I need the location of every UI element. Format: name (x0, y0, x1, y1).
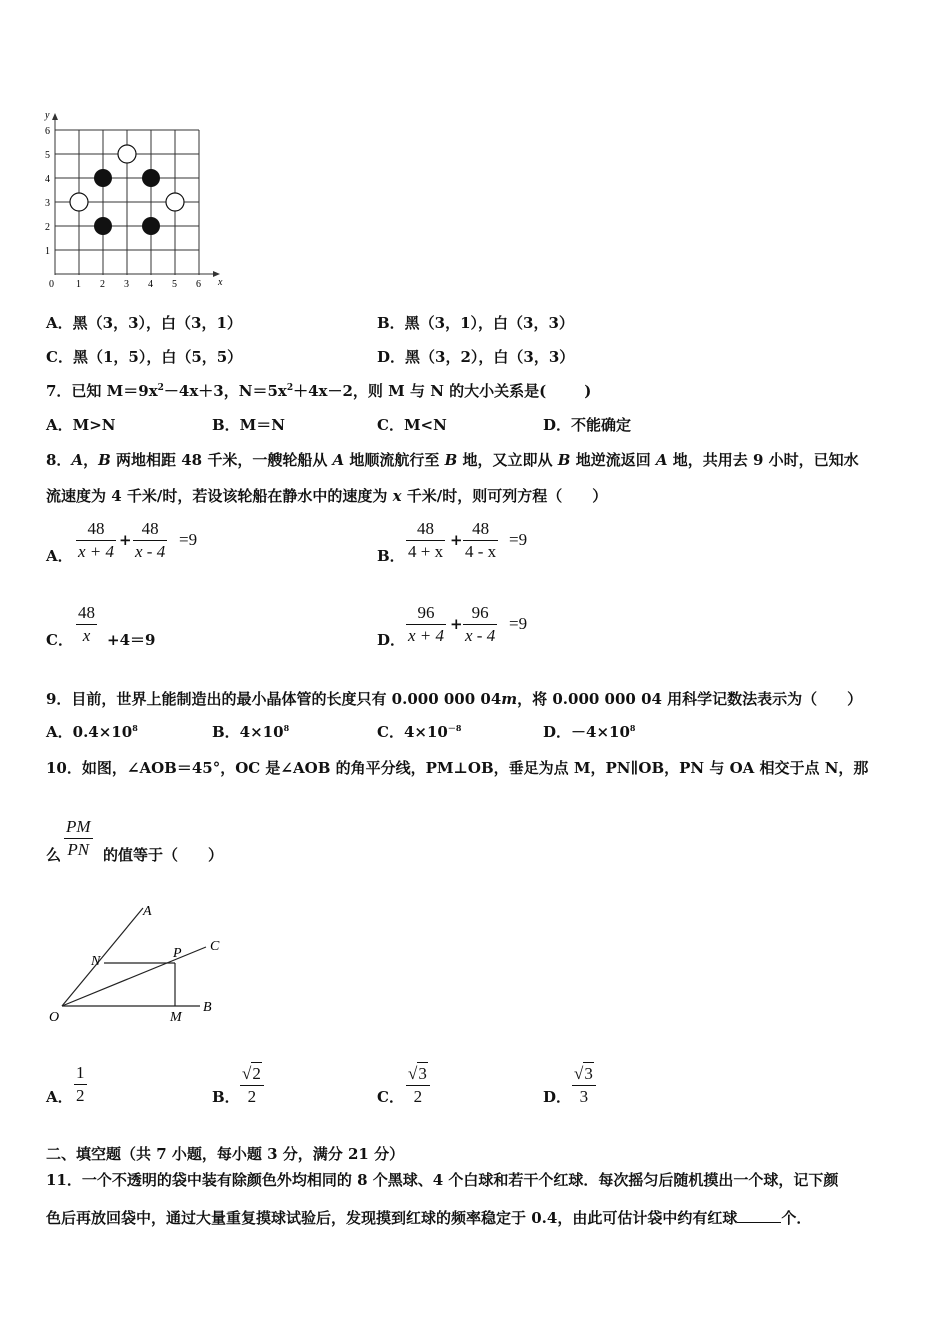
q10-line2-suffix: 的值等于（ ） (103, 846, 224, 864)
x-tick-labels (49, 279, 201, 290)
q8-option-d-label: D． (377, 631, 406, 649)
label-o: O (49, 1010, 60, 1025)
y-tick-label: 5 (45, 150, 50, 161)
q7-option-c[interactable]: C．M<N (377, 416, 447, 434)
y-tick-labels (45, 126, 50, 257)
q11-answer-blank[interactable] (737, 1208, 781, 1223)
x-tick-label: 0 (49, 279, 54, 290)
white-stone (166, 193, 184, 211)
coordinate-grid-figure (40, 105, 240, 300)
label-a: A (143, 904, 152, 919)
x-tick-label: 6 (196, 279, 201, 290)
q11-stem-line1: 11．一个不透明的袋中装有除颜色外均相同的 8 个黑球、4 个白球和若干个红球．每次摇匀后随机摸出一个球，记下颜 (46, 1171, 839, 1189)
label-b: B (203, 1000, 212, 1015)
q9-option-d[interactable]: D．$-4\times 10^8$ (543, 723, 636, 741)
ray-oc (62, 947, 206, 1006)
black-stone (142, 169, 160, 187)
y-tick-label: 3 (45, 198, 50, 209)
y-tick-label: 2 (45, 222, 50, 233)
q7-stem: 7．已知 $M=9x^2-4x+3$，$N=5x^2+4x-2$，则 M 与 N 的大小关系是( ) (46, 382, 592, 400)
label-p: P (173, 946, 182, 961)
q7-option-b[interactable]: B．M＝N (212, 416, 285, 434)
y-axis-label: y (45, 110, 50, 121)
x-axis-label: x (218, 277, 223, 288)
q8-stem-line2: 流速度为 4 千米/时，若设该轮船在静水中的速度为 x 千米/时，则可列方程（ ） (46, 487, 608, 505)
q10-line2-prefix: 么 (46, 846, 62, 864)
q7-option-a[interactable]: A．M>N (46, 416, 116, 434)
q9-stem: 9．目前，世界上能制造出的最小晶体管的长度只有 0.000 000 04m，将 0.000 000 04 用科学记数法表示为（ ） (46, 690, 863, 708)
q8-a-fraction-2: $\frac{48}{x - 4}$ (135, 519, 166, 561)
black-stone (142, 217, 160, 235)
q6-option-d[interactable]: D．黑（3，2），白（3，3） (377, 348, 575, 366)
q8-option-c-label: C． (46, 631, 73, 649)
q8-d-fraction-2: $\frac{96}{x - 4}$ (465, 603, 496, 645)
y-axis-arrow (52, 113, 58, 120)
q6-option-b[interactable]: B．黑（3，1），白（3，3） (377, 314, 574, 332)
q8-d-fraction-1: $\frac{96}{x + 4}$ (408, 603, 445, 645)
q8-b-fraction-1: $\frac{48}{4 + x}$ (408, 519, 444, 561)
x-tick-label: 1 (76, 279, 81, 290)
y-tick-label: 4 (45, 174, 50, 185)
white-stone (118, 145, 136, 163)
angle-bisector-figure (40, 895, 240, 1030)
q9-option-b[interactable]: B．$4\times 10^8$ (212, 723, 290, 741)
q8-c-fraction: $\frac{48}{x}$ (78, 603, 95, 645)
q11-stem-line2: 色后再放回袋中，通过大量重复摸球试验后，发现摸到红球的频率稳定于 0.4，由此可估计袋中约有红球 个． (46, 1209, 812, 1227)
x-tick-label: 2 (100, 279, 105, 290)
y-tick-label: 1 (45, 246, 50, 257)
q8-b-fraction-2: $\frac{48}{4 - x}$ (465, 519, 497, 561)
x-tick-label: 4 (148, 279, 153, 290)
q8-stem-line1: 8．A，B 两地相距 48 千米，一艘轮船从 A 地顺流航行至 B 地，又立即从 B 地逆流返回 A 地，共用去 9 小时，已知水 (46, 451, 859, 469)
white-stone (70, 193, 88, 211)
label-n: N (91, 954, 101, 969)
q9-option-c[interactable]: C．$4\times 10^{-8}$ (377, 723, 462, 741)
section-title: 二、填空题（共 7 小题，每小题 3 分，满分 21 分） (46, 1145, 405, 1163)
black-stone (94, 169, 112, 187)
q7-option-d[interactable]: D．不能确定 (543, 416, 632, 434)
q10-ratio-fraction: $\frac{PM}{PN}$ (66, 817, 91, 859)
q10-stem: 10．如图，∠AOB＝45°，OC 是∠AOB 的角平分线，PM⊥OB，垂足为点 M，PN∥OB，PN 与 OA 相交于点 N，那 (46, 759, 869, 777)
black-stone (94, 217, 112, 235)
x-tick-label: 3 (124, 279, 129, 290)
q8-a-fraction-1: $\frac{48}{x + 4}$ (78, 519, 115, 561)
label-c: C (210, 939, 220, 954)
y-tick-label: 6 (45, 126, 50, 137)
x-tick-label: 5 (172, 279, 177, 290)
q6-option-a[interactable]: A．黑（3，3），白（3，1） (46, 314, 242, 332)
q6-option-c[interactable]: C．黑（1，5），白（5，5） (46, 348, 243, 366)
ray-oa (62, 908, 143, 1006)
label-m: M (170, 1010, 182, 1025)
q8-option-a-label: A． (46, 547, 73, 565)
q9-option-a[interactable]: A．$0.4\times 10^8$ (46, 723, 138, 741)
q8-option-b-label: B． (377, 547, 405, 565)
